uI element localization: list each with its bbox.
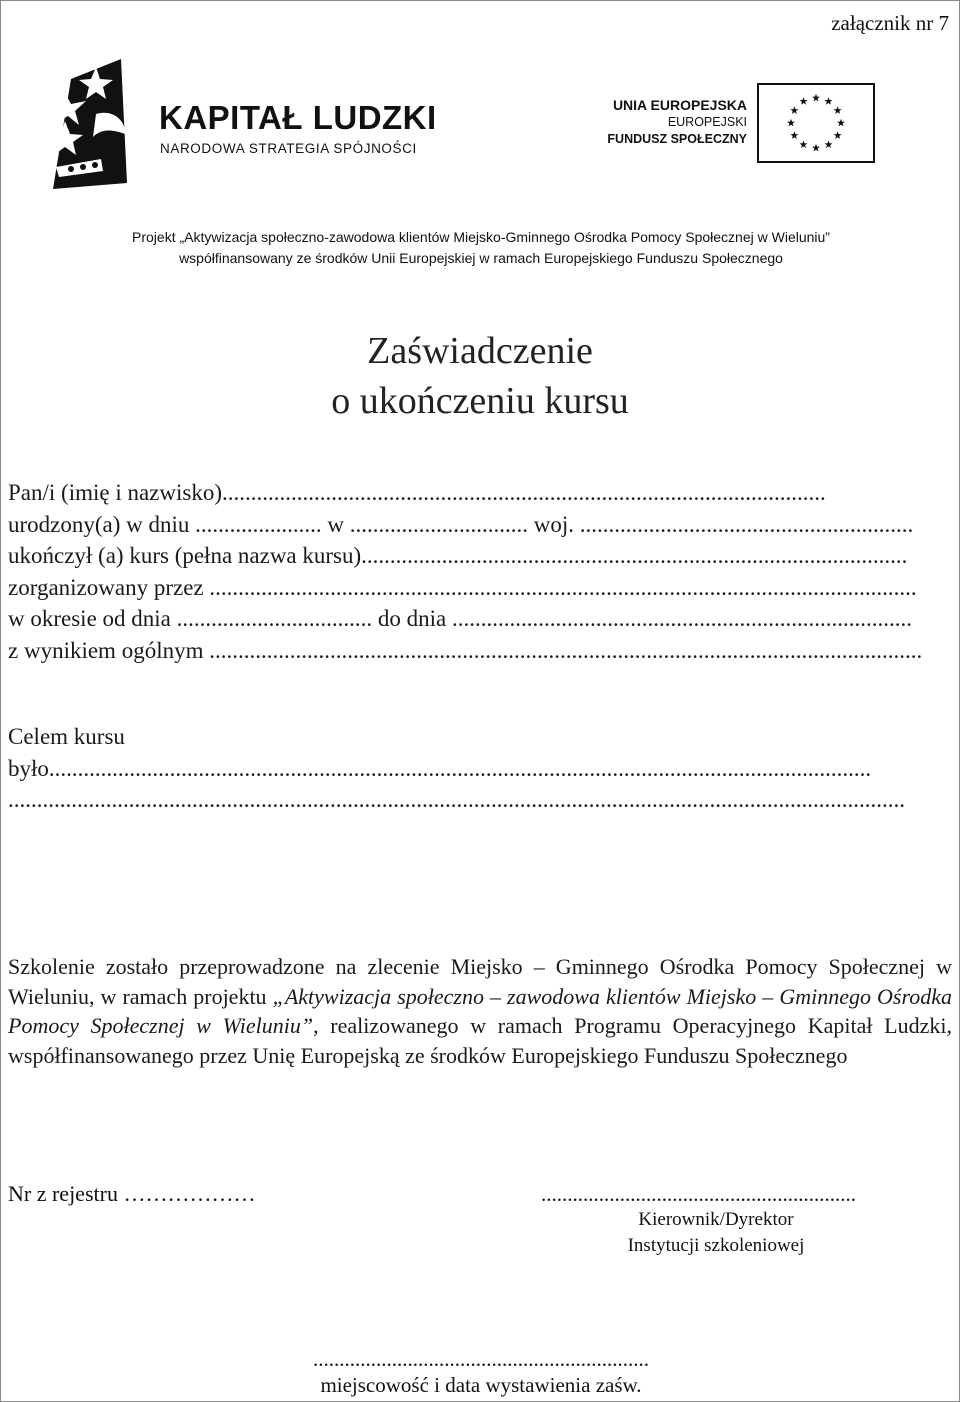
form-organizer-line: zorganizowany przez ........................................................................................................................... bbox=[8, 574, 917, 600]
kapital-ludzki-logo bbox=[41, 59, 461, 189]
attachment-label: załącznik nr 7 bbox=[831, 11, 949, 35]
form-course-line: ukończył (a) kurs (pełna nazwa kursu)............................................................................................... bbox=[8, 543, 908, 568]
place-date-line: ................................................................ bbox=[313, 1347, 649, 1371]
title-line2: o ukończeniu kursu bbox=[331, 380, 629, 422]
eu-logo-line3: FUNDUSZ SPOŁECZNY bbox=[607, 132, 747, 146]
place-date-block bbox=[281, 1346, 681, 1398]
certificate-title bbox=[1, 326, 959, 426]
form-result-line: z wynikiem ogólnym ............................................................................................................................ bbox=[8, 637, 923, 663]
form-period-line: w okresie od dnia .................................. do dnia ................................................................................ bbox=[8, 606, 912, 631]
course-goal bbox=[8, 721, 952, 816]
kapital-ludzki-subtitle: NARODOWA STRATEGIA SPÓJNOŚCI bbox=[160, 141, 417, 156]
register-number: Nr z rejestru ……………… bbox=[8, 1181, 256, 1206]
place-date-label: miejscowość i data wystawienia zaśw. bbox=[320, 1373, 642, 1397]
kapital-ludzki-title: KAPITAŁ LUDZKI bbox=[159, 99, 437, 136]
signature-line: ............................................................ bbox=[541, 1182, 856, 1206]
kapital-ludzki-star-mark-icon bbox=[41, 59, 141, 189]
eu-logo bbox=[581, 83, 881, 167]
signature-block bbox=[541, 1181, 891, 1259]
eu-logo-line2: EUROPEJSKI bbox=[667, 115, 747, 129]
goal-line1: Celem kursu bbox=[8, 724, 125, 749]
project-line2: współfinansowany ze środków Unii Europejskiej w ramach Europejskiego Funduszu Społecznego bbox=[179, 250, 783, 266]
project-line1: Projekt „Aktywizacja społeczno-zawodowa klientów Miejsko-Gminnego Ośrodka Pomocy Społecznej w Wieluniu” bbox=[132, 229, 830, 245]
eu-logo-text bbox=[607, 97, 747, 148]
form-name-line: Pan/i (imię i nazwisko)......................................................................................................... bbox=[8, 480, 826, 505]
project-info bbox=[41, 227, 921, 269]
goal-line2: było............................................................................................................................................... bbox=[8, 755, 872, 781]
eu-stars-flag-icon bbox=[757, 83, 875, 163]
training-description bbox=[8, 952, 952, 1070]
certificate-form bbox=[8, 477, 952, 666]
eu-logo-line1: UNIA EUROPEJSKA bbox=[612, 97, 747, 113]
title-line1: Zaświadczenie bbox=[367, 330, 593, 372]
description-part2: , realizowanego w ramach Programu Operacyjnego Kapitał Ludzki, współfinansowanego przez Unię Europejską ze środków Europejskiego Funduszu Społecznego bbox=[8, 1013, 952, 1068]
goal-line3: ............................................................................................................................................................ bbox=[8, 787, 905, 812]
signature-role2: Instytucji szkoleniowej bbox=[627, 1235, 805, 1256]
form-birth-line: urodzony(a) w dniu ...................... w ............................... woj. .......................................................... bbox=[8, 511, 914, 537]
signature-role1: Kierownik/Dyrektor bbox=[638, 1209, 794, 1230]
description-part1: Szkolenie zostało przeprowadzone na zlecenie Miejsko – Gminnego Ośrodka Pomocy Społecznej w Wieluniu, w ramach projektu bbox=[8, 954, 952, 1009]
description-project-name: „Aktywizacja społeczno – zawodowa klientów Miejsko – Gminnego Ośrodka Pomocy Społecznej w Wieluniu” bbox=[8, 983, 952, 1038]
